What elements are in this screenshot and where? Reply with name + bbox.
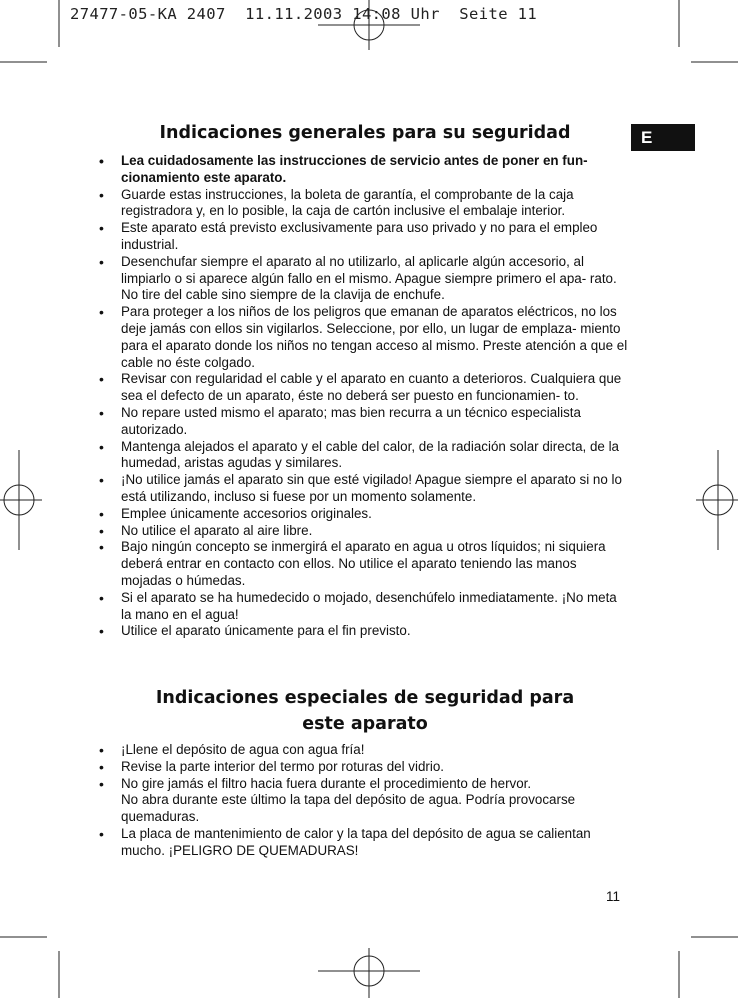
list-item: • Bajo ningún concepto se inmergirá el aparato en agua u otros líquidos; ni siquiera deberá entrar en contacto con ellos. No utilice el aparato teniendo las manos mojadas o húmedas. <box>98 539 630 589</box>
general-safety-list <box>98 153 630 640</box>
list-item: • Utilice el aparato únicamente para el fin previsto. <box>98 623 630 640</box>
section-title-special-line2: este aparato <box>302 714 428 734</box>
list-item: • Desenchufar siempre el aparato al no utilizarlo, al aplicarle algún accesorio, al limpiarlo o si aparece algún fallo en el mismo. Apague siempre primero el apa- rato. No tire del cable sino siempre de la clavija de enchufe. <box>98 254 630 304</box>
list-item: • Mantenga alejados el aparato y el cable del calor, de la radiación solar directa, de la humedad, aristas agudas y similares. <box>98 439 630 473</box>
section-title-special-line1: Indicaciones especiales de seguridad para <box>155 688 575 708</box>
registration-mark-bottom <box>318 948 420 998</box>
page-number: 11 <box>606 889 621 904</box>
list-item: • No utilice el aparato al aire libre. <box>98 523 630 540</box>
list-item: • Emplee únicamente accesorios originales. <box>98 506 630 523</box>
list-item: • Guarde estas instrucciones, la boleta de garantía, el comprobante de la caja registradora y, en lo posible, la caja de cartón inclusive el embalaje interior. <box>98 187 630 221</box>
list-item: • ¡Llene el depósito de agua con agua fría! <box>98 742 630 759</box>
list-item <box>98 776 630 826</box>
language-tab: E <box>631 124 695 151</box>
list-item: • No repare usted mismo el aparato; mas bien recurra a un técnico especialista autorizado. <box>98 405 630 439</box>
list-item-text: • No gire jamás el filtro hacia fuera durante el procedimiento de hervor. <box>121 775 532 791</box>
registration-mark-left <box>0 450 42 550</box>
registration-mark-right <box>696 450 738 550</box>
list-item: • Si el aparato se ha humedecido o mojado, desenchúfelo inmediatamente. ¡No meta la mano en el agua! <box>98 590 630 624</box>
list-item: • Revisar con regularidad el cable y el aparato en cuanto a deterioros. Cualquiera que sea el defecto de un aparato, éste no deberá ser puesto en funcionamien- to. <box>98 371 630 405</box>
list-item: • ¡No utilice jamás el aparato sin que esté vigilado! Apague siempre el aparato si no lo está utilizando, incluso si fuese por un momento solamente. <box>98 472 630 506</box>
list-item-continuation: No abra durante este último la tapa del depósito de agua. Podría provocarse quemaduras. <box>121 792 576 825</box>
list-item: • Para proteger a los niños de los peligros que emanan de aparatos eléctricos, no los deje jamás con ellos sin vigilarlos. Seleccione, por ello, un lugar de emplaza- miento para el aparato donde los niños no tengan acceso al mismo. Preste atención a que el cable no éste colgado. <box>98 304 630 371</box>
section-title-general: Indicaciones generales para su seguridad <box>159 123 571 143</box>
list-item: • Lea cuidadosamente las instrucciones de servicio antes de poner en fun- cionamiento este aparato. <box>98 153 630 187</box>
section-title-special <box>120 685 610 737</box>
list-item: • La placa de mantenimiento de calor y la tapa del depósito de agua se calientan mucho. ¡PELIGRO DE QUEMADURAS! <box>98 826 630 860</box>
list-item: • Revise la parte interior del termo por roturas del vidrio. <box>98 759 630 776</box>
special-safety-list <box>98 742 630 860</box>
print-header: 27477-05-KA 2407 11.11.2003 14:08 Uhr Seite 11 <box>70 5 538 23</box>
list-item: • Este aparato está previsto exclusivamente para uso privado y no para el empleo industrial. <box>98 220 630 254</box>
